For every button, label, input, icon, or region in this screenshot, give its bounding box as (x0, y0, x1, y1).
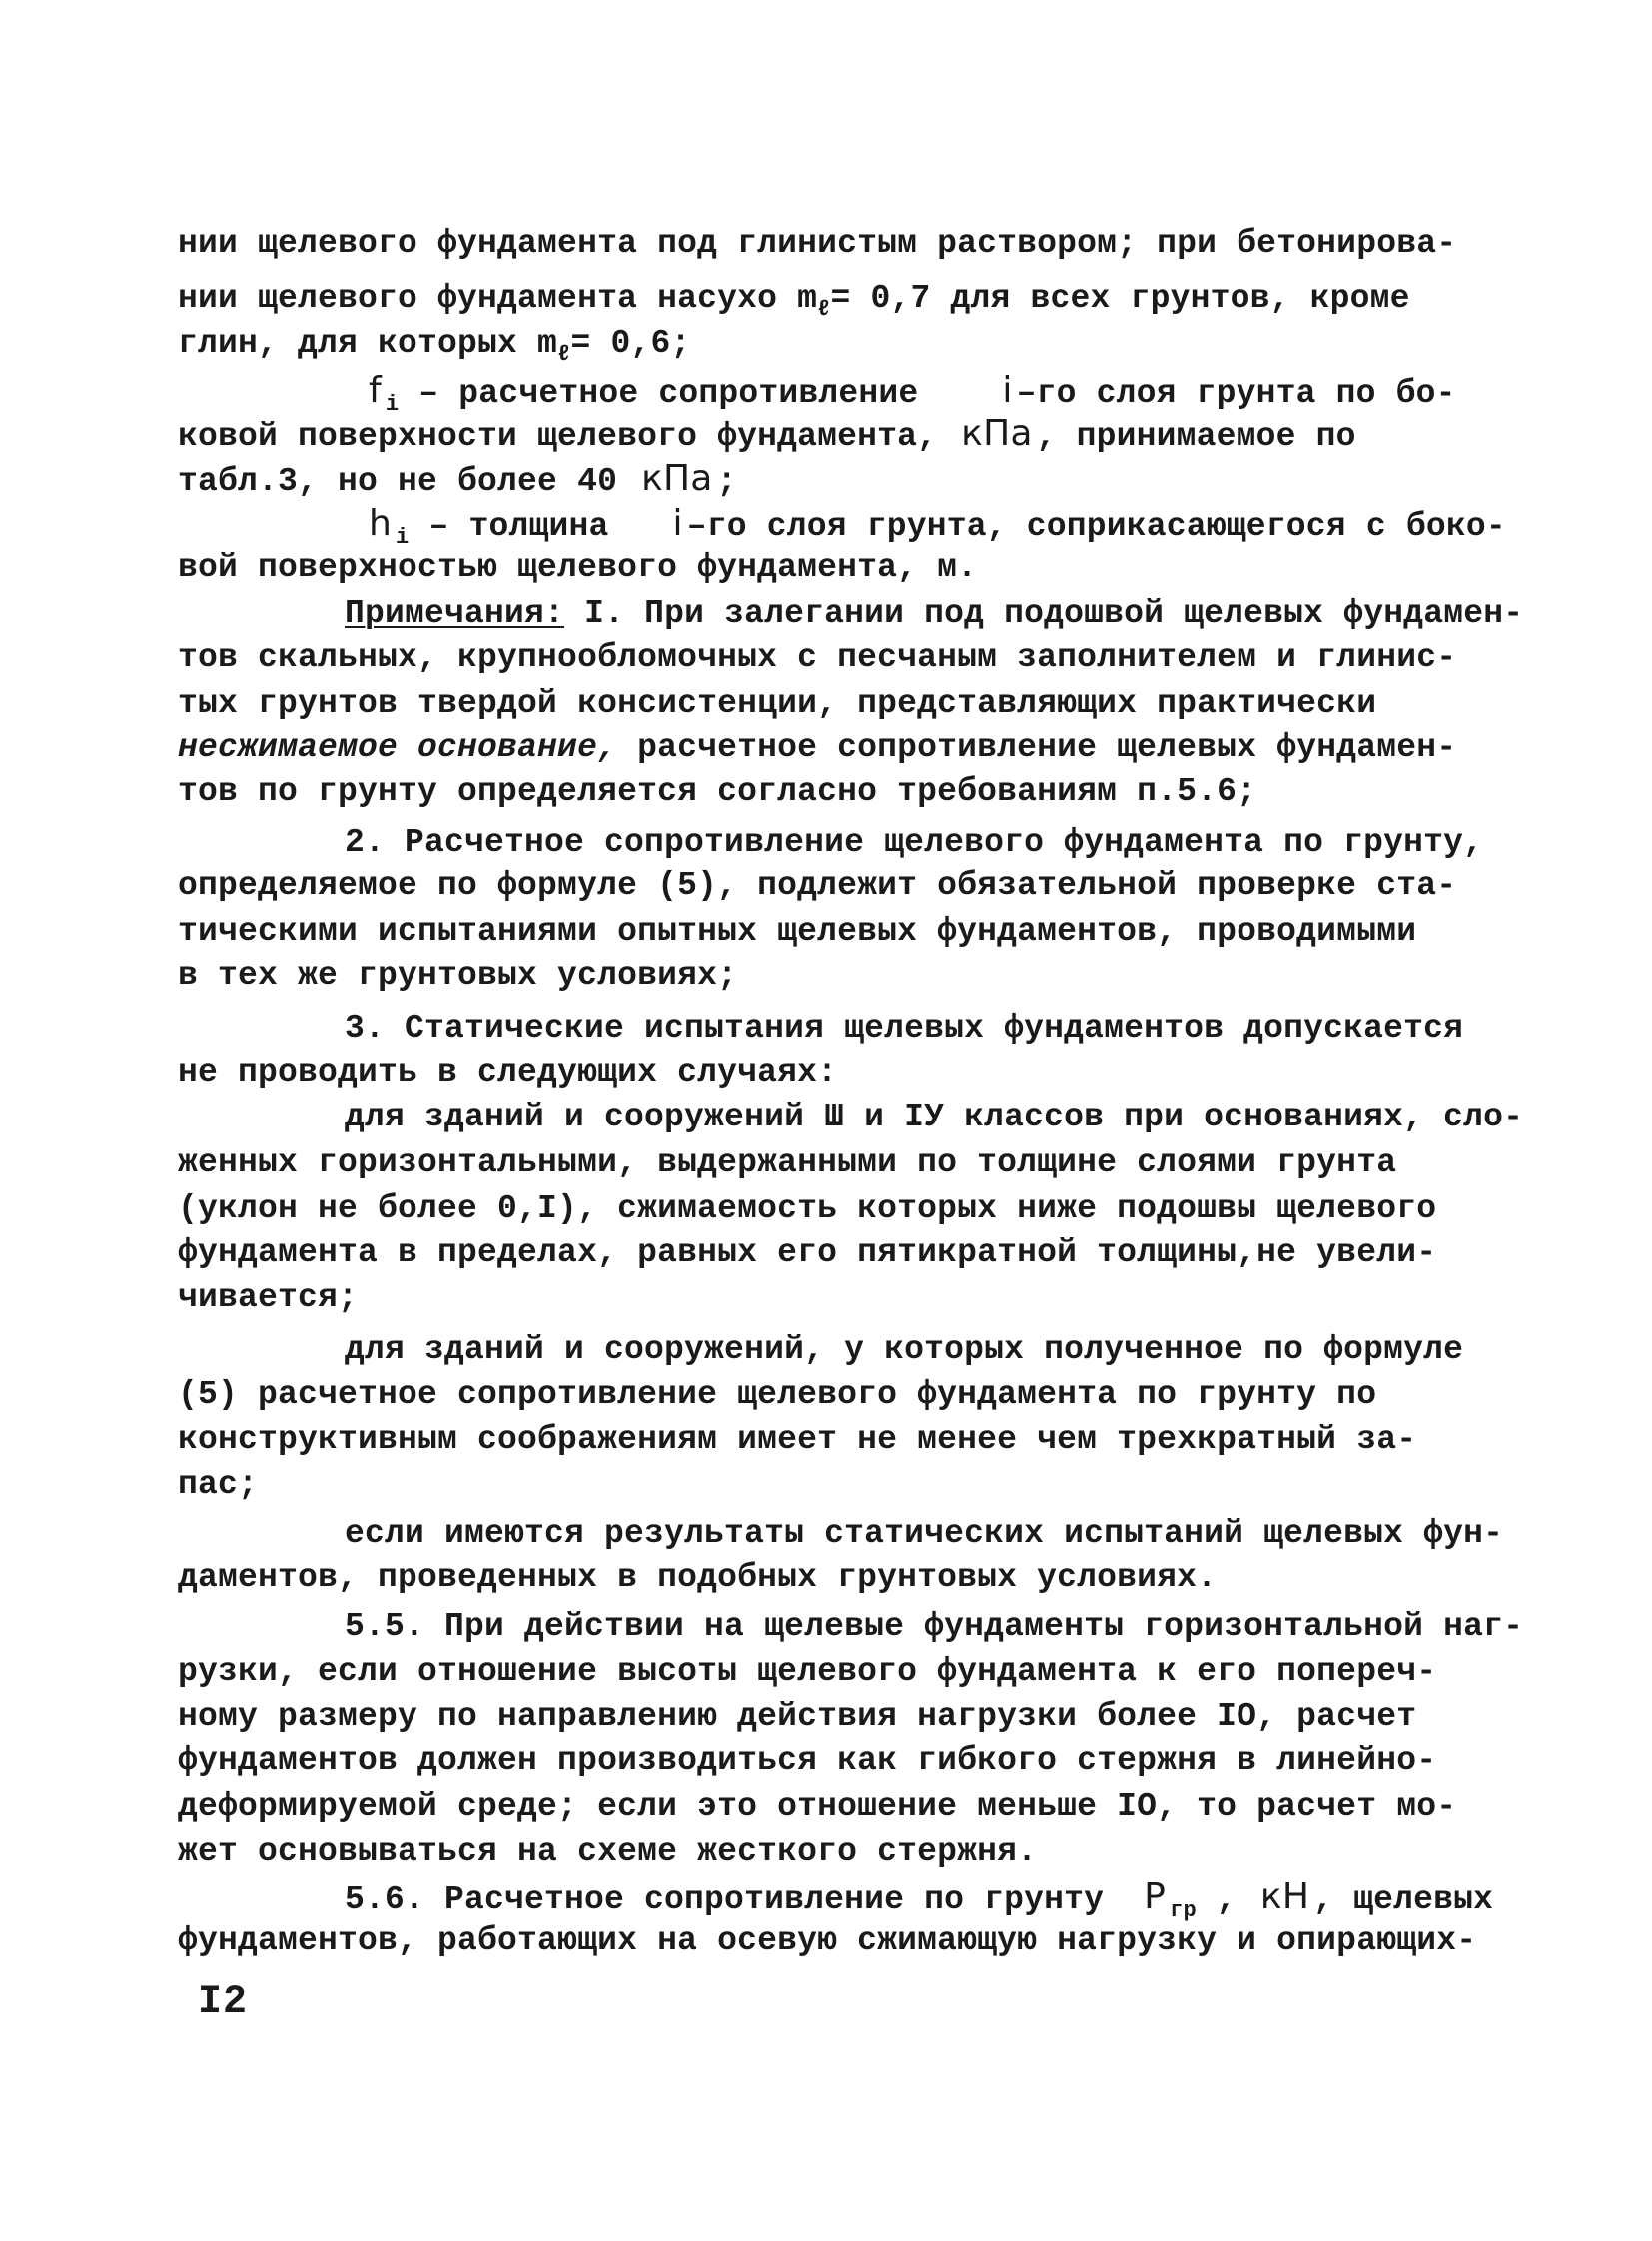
text-line: рузки, если отношение высоты щелевого фундамента к его попереч- (178, 1653, 1437, 1690)
text-line: 3. Статические испытания щелевых фундаментов допускается (345, 1010, 1464, 1047)
text-line: для зданий и сооружений Ш и IУ классов при основаниях, сло- (345, 1099, 1524, 1135)
symbol-h: h (369, 503, 393, 544)
text-line: ковой поверхности щелевого фундамента, кПа , принимаемое по (178, 413, 1356, 455)
symbol-kn: кН (1259, 1876, 1310, 1917)
text-line: 5.6. Расчетное сопротивление по грунту P $_{гр}$ , кН , щелевых (345, 1876, 1494, 1923)
text-line: тых грунтов твердой консистенции, представляющих практически (178, 685, 1377, 722)
text-line: тов скальных, крупнообломочных с песчаным заполнителем и глинис- (178, 639, 1457, 676)
text-line: фундаментов должен производиться как гибкого стержня в линейно- (178, 1742, 1437, 1779)
symbol-i: i (672, 503, 683, 544)
symbol-p: P (1144, 1876, 1167, 1917)
text-line: ному размеру по направлению действия нагрузки более IO, расчет (178, 1698, 1417, 1735)
notes-heading: Примечания: (345, 595, 565, 632)
text-line: Примечания: I. При залегании под подошвой щелевых фундамен- (345, 595, 1524, 632)
text-line: пас; (178, 1466, 259, 1503)
text-line: для зданий и сооружений, у которых полученное по формуле (345, 1331, 1464, 1368)
text-line: жет основываться на схеме жесткого стержня. (178, 1833, 1038, 1869)
text-line: 5.5. При действии на щелевые фундаменты горизонтальной наг- (345, 1608, 1524, 1645)
symbol-i: i (1002, 371, 1013, 411)
text-line: нии щелевого фундамента насухо $m_\ell= 0,7$ для всех грунтов, кроме (178, 280, 1410, 322)
text-line: если имеются результаты статических испытаний щелевых фун- (345, 1515, 1504, 1552)
text-line: определяемое по формуле (5), подлежит обязательной проверке ста- (178, 867, 1457, 904)
italic-term: несжимаемое основание, (178, 729, 618, 766)
page-number: I2 (198, 1980, 249, 2025)
text-line: деформируемой среде; если это отношение меньше IO, то расчет мо- (178, 1788, 1457, 1825)
text-line: не проводить в следующих случаях: (178, 1054, 838, 1091)
text-line: женных горизонтальными, выдержанными по толщине слоями грунта (178, 1144, 1397, 1181)
text-line: глин, для которых $m_\ell= 0,6$; (178, 325, 691, 367)
text-line: фундаментов, работающих на осевую сжимающую нагрузку и опирающих- (178, 1922, 1477, 1959)
text-line: тов по грунту определяется согласно требованиям п.5.6; (178, 773, 1257, 810)
text-line: вой поверхностью щелевого фундамента, м. (178, 549, 978, 586)
text-line: нии щелевого фундамента под глинистым раствором; при бетонирова- (178, 225, 1457, 262)
text-line: в тех же грунтовых условиях; (178, 957, 738, 994)
text-line: чивается; (178, 1279, 359, 1316)
text-line: табл.3, но не более 40 кПа ; (178, 458, 737, 500)
text-line: 2. Расчетное сопротивление щелевого фундамента по грунту, (345, 824, 1484, 861)
text-line: f $_i$ – расчетное сопротивление i –го слоя грунта по бо- (365, 370, 1456, 427)
text-line: тическими испытаниями опытных щелевых фундаментов, проводимыми (178, 913, 1417, 950)
symbol-kpa: кПа (961, 413, 1033, 454)
text-line: фундамента в пределах, равных его пятикратной толщины,не увели- (178, 1234, 1437, 1271)
text-line: (5) расчетное сопротивление щелевого фундамента по грунту по (178, 1376, 1377, 1413)
text-line: h $_i$ – толщина i –го слоя грунта, соприкасающегося с боко- (365, 502, 1506, 560)
text-line: даментов, проведенных в подобных грунтовых условиях. (178, 1559, 1218, 1596)
text-line: несжимаемое основание, расчетное сопротивление щелевых фундамен- (178, 729, 1457, 766)
text-line: конструктивным соображениям имеет не менее чем трехкратный за- (178, 1421, 1417, 1458)
symbol-f: f (369, 371, 382, 411)
symbol-kpa: кПа (641, 458, 713, 499)
text-line: (уклон не более 0,I), сжимаемость которых ниже подошвы щелевого (178, 1190, 1437, 1227)
